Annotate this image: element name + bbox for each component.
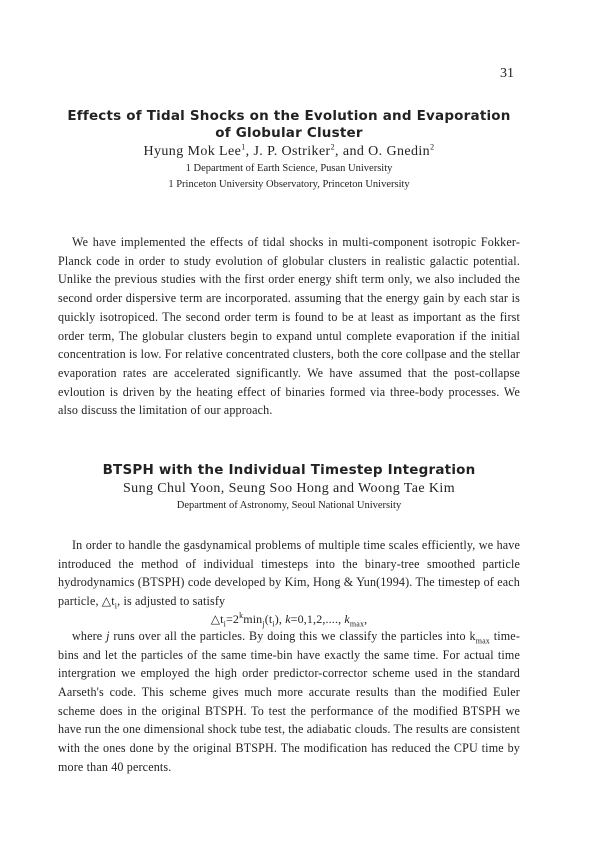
author-list [58, 142, 520, 161]
affiliation: Department of Astronomy, Seoul National University [176, 500, 402, 511]
title-line-2: of Globular Cluster [215, 125, 363, 141]
author: Hyung Mok Lee [143, 144, 242, 159]
page-number: 31 [500, 66, 514, 81]
author: , and O. Gnedin [335, 144, 431, 159]
affiliation-2: 1 Princeton University Observatory, Princeton University [168, 179, 410, 190]
affiliation-mark: 1 [241, 142, 246, 152]
affiliation-mark: 2 [430, 142, 435, 152]
abstract-body [58, 233, 520, 420]
abstract-tidal-shocks [58, 108, 520, 420]
abstract-paragraph-continued: where j runs over all the particles. By doing this we classify the particles into $k_{max}$ time-bins and let the particles of the same time-bin have exactly the same time. For actual time intergration we employed the high order predictor-corrector scheme used in the standard Aarseth's code. This scheme gives much more accurate results than the modified Euler scheme does in the original BTSPH. To test the performance of the modified BTSPH we have run the one dimensional shock tube test, the adiabatic clouds. The results are consistent with the ones done by the original BTSPH. The modification has reduced the CPU time by more than 40 percents. [58, 628, 521, 774]
abstract-paragraph: We have implemented the effects of tidal shocks in multi-component isotropic Fokker-Planck code in order to study evolution of globular clusters in realistic galactic potential. Unlike the previous studies with the first order energy shift term only, we also included the second order dispersive term are incorporated. assuming that the energy gain by each star is quickly isotropiced. The second order term is found to be at least as important as the first order term, The globular clusters begin to expand untul complete evaporation if the initial concentration is low. For relative concentrated clusters, both the core collpase and the stellar evaporation rates are accelerated significantly. We have assumed that the post-collapse evloution is driven by the heating effect of binaries formed via three-body processes. We also discuss the limitation of our approach. [58, 235, 520, 418]
abstract-title [58, 108, 520, 142]
author: , J. P. Ostriker [245, 144, 331, 159]
affiliation-1: 1 Department of Earth Science, Pusan University [185, 163, 393, 174]
timestep-equation: $\triangle t_i=2^k\min_j(t_i)$, k=0,1,2,...., $k_{max}$, [210, 610, 368, 629]
author-list: Sung Chul Yoon, Seung Soo Hong and Woong Tae Kim [123, 481, 455, 496]
affiliation-mark: 2 [330, 142, 336, 152]
abstract-btsph [58, 462, 520, 776]
abstract-body [58, 536, 520, 776]
title-line-1: Effects of Tidal Shocks on the Evolution and Evaporation [67, 108, 511, 124]
abstract-title: BTSPH with the Individual Timestep Integration [102, 462, 476, 478]
abstract-paragraph-intro: In order to handle the gasdynamical problems of multiple time scales efficiently, we have introduced the method of individual timesteps into the binary-tree smoothed particle hydrodynamics (BTSPH) code developed by Kim, Hong & Yun(1994). The timestep of each particle, $\triangle t_i$, is adjusted to satisfy [58, 538, 520, 611]
